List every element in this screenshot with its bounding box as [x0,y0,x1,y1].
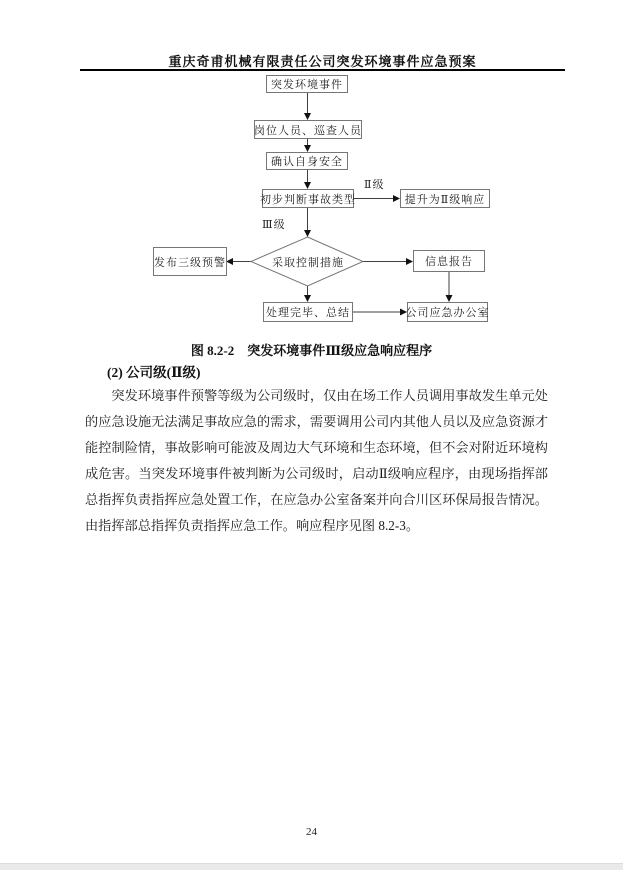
section-heading: (2) 公司级(Ⅱ级) [107,365,201,380]
node-personnel: 岗位人员、巡查人员 [254,120,362,139]
node-finish-summary: 处理完毕、总结 [263,302,353,322]
figure-caption: 图 8.2-2 突发环境事件Ⅲ级应急响应程序 [190,343,433,358]
branch-label-level2: Ⅱ级 [364,179,385,191]
node-emergency-office: 公司应急办公室 [407,302,488,322]
node-info-report: 信息报告 [413,250,485,272]
node-decision-label: 采取控制措施 [272,257,344,269]
flowchart-connectors [0,0,623,340]
body-paragraph: 突发环境事件预警等级为公司级时，仅由在场工作人员调用事故发生单元处的应急设施无法满足事故应急的需求，需要调用公司内其他人员以及应急资源才能控制险情，事故影响可能波及周边大气环境和生态环境，但不会对附近环境构成危害。当突发环境事件被判断为公司级时，启动Ⅱ级响应程序，由现场指挥部总指挥负责指挥应急处置工作，在应急办公室备案并向合川区环保局报告情况。由指挥部总指挥负责指挥应急工作。响应程序见图 8.2-3。 [85,388,548,533]
header-title: 重庆奇甫机械有限责任公司突发环境事件应急预案 [168,54,477,69]
page-number: 24 [306,826,317,838]
branch-label-level3: Ⅲ级 [262,219,286,231]
node-issue-warning: 发布三级预警 [153,247,227,276]
node-start: 突发环境事件 [266,75,348,93]
arrowheads [226,113,453,316]
node-confirm-safety: 确认自身安全 [266,152,348,170]
page-bottom-edge [0,863,623,870]
node-judge-type: 初步判断事故类型 [262,189,354,208]
node-upgrade-level2: 提升为Ⅱ级响应 [400,189,490,208]
